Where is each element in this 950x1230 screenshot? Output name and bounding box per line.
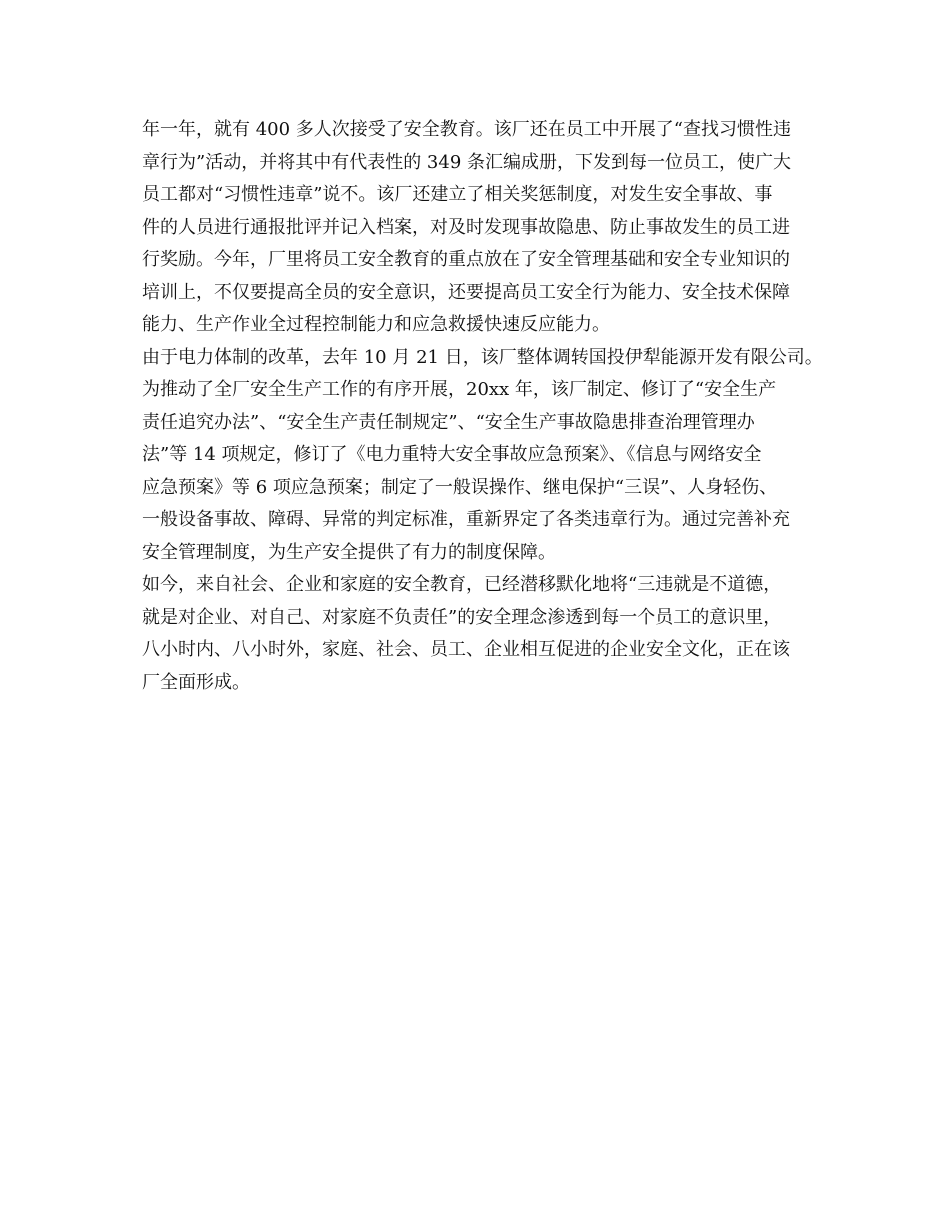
text-line: 章行为”活动，并将其中有代表性的 349 条汇编成册，下发到每一位员工，使广大: [142, 151, 791, 173]
text-line: 一般设备事故、障碍、异常的判定标准，重新界定了各类违章行为。通过完善补充: [142, 509, 790, 530]
text-line: 八小时内、八小时外，家庭、社会、员工、企业相互促进的企业安全文化，正在该: [142, 639, 790, 660]
text-line: 为推动了全厂安全生产工作的有序开展，20xx 年，该厂制定、修订了“安全生产: [142, 379, 777, 400]
text-line: 员工都对“习惯性违章”说不。该厂还建立了相关奖惩制度，对发生安全事故、事: [142, 184, 773, 205]
text-line: 能力、生产作业全过程控制能力和应急救援快速反应能力。: [142, 314, 610, 335]
text-line: 件的人员进行通报批评并记入档案，对及时发现事故隐患、防止事故发生的员工进: [142, 216, 790, 238]
document-body: [142, 114, 822, 699]
text-line: 培训上，不仅要提高全员的安全意识，还要提高员工安全行为能力、安全技术保障: [142, 281, 790, 303]
text-line: 如今，来自社会、企业和家庭的安全教育，已经潜移默化地将“三违就是不道德，: [142, 574, 782, 595]
text-line: 法”等 14 项规定，修订了《电力重特大安全事故应急预案》、《信息与网络安全: [142, 444, 762, 465]
text-line: 年一年，就有 400 多人次接受了安全教育。该厂还在员工中开展了“查找习惯性违: [142, 119, 791, 140]
text-line: 就是对企业、对自己、对家庭不负责任”的安全理念渗透到每一个员工的意识里，: [142, 606, 782, 628]
text-line: 行奖励。今年，厂里将员工安全教育的重点放在了安全管理基础和安全专业知识的: [142, 249, 790, 270]
text-line: 安全管理制度，为生产安全提供了有力的制度保障。: [142, 541, 556, 563]
text-line: 应急预案》等 6 项应急预案；制定了一般误操作、继电保护“三误”、人身轻伤、: [142, 476, 778, 498]
text-line: 厂全面形成。: [142, 671, 250, 693]
text-line: 责任追究办法”、“安全生产责任制规定”、“安全生产事故隐患排查治理管理办: [142, 411, 755, 433]
text-line: 由于电力体制的改革，去年 10 月 21 日，该厂整体调转国投伊犁能源开发有限公司。: [142, 346, 823, 368]
